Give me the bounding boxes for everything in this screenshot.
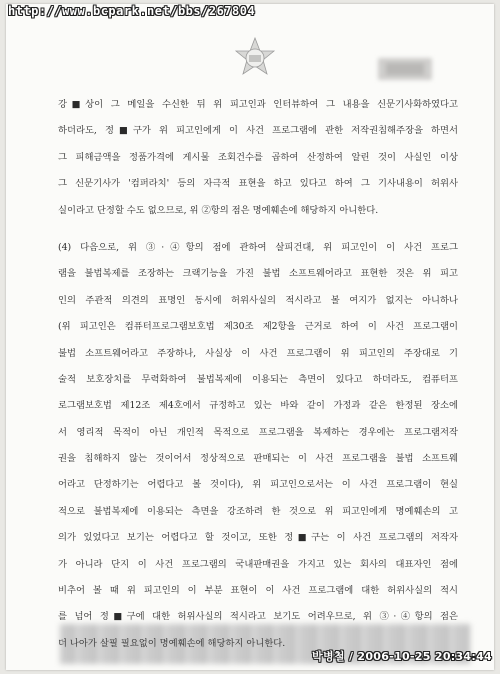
paragraph-2 bbox=[58, 235, 458, 657]
text-line: 그 피해금액을 정품가격에 게시물 조회건수를 곱하여 산정하여 알린 것이 사실인 이상 bbox=[58, 151, 458, 163]
text-line: 의가 있었다고 보기는 어렵다고 할 것이고, 또한 정■구는 이 사건 프로그램의 저작자 bbox=[58, 532, 458, 544]
text-line: 서 영리적 목적이 아닌 개인적 목적으로 프로그램을 복제하는 경우에는 프로그램저작 bbox=[58, 426, 458, 438]
poster-timestamp-watermark: 박병철 / 2006-10-25 20:34:44 bbox=[312, 650, 492, 663]
text-line: (4) 다음으로, 위 ③·④항의 점에 관하여 살피건대, 위 피고인이 이 사건 프로그 bbox=[58, 241, 458, 253]
text-line: 램을 불법복제를 조장하는 크랙기능을 가진 불법 소프트웨어라고 표현한 것은 위 피고 bbox=[58, 268, 458, 280]
text-line: 그 신문기사가 '컴퍼라치' 등의 자극적 표현을 하고 있다고 하여 그 기사내용이 허위사 bbox=[58, 178, 458, 190]
document-body bbox=[58, 92, 458, 657]
text-line: 술적 보호장치를 무력화하여 불법복제에 이용되는 측면이 있다고 하더라도, 컴퓨터프 bbox=[58, 373, 458, 385]
text-line: 불법 소프트웨어라고 주장하나, 사실상 이 사건 프로그램이 위 피고인의 주장대로 기 bbox=[58, 347, 458, 359]
text-line: 더 나아가 살필 필요없이 명예훼손에 해당하지 아니한다. bbox=[58, 637, 286, 649]
paragraph-1 bbox=[58, 92, 458, 224]
text-line: 를 넘어 정■구에 대한 허위사실의 적시라고 보기도 어려우므로, 위 ③·④항의 점은 bbox=[58, 611, 458, 623]
url-watermark: http://www.bcpark.net/bbs/267804 bbox=[8, 4, 256, 18]
court-seal-icon bbox=[232, 36, 278, 80]
text-line: 실이라고 단정할 수도 없으므로, 위 ②항의 점은 명예훼손에 해당하지 아니한다. bbox=[58, 204, 379, 216]
text-line: 권을 침해하지 않는 것이어서 정상적으로 판매되는 이 사건 프로그램을 불법 소프트웨 bbox=[58, 453, 458, 465]
redacted-block bbox=[378, 58, 432, 80]
text-line: 비추어 볼 때 위 피고인의 이 부분 표현이 이 사건 프로그램에 대한 허위사실의 적시 bbox=[58, 585, 458, 597]
text-line: 로그램보호법 제12조 제4호에서 규정하고 있는 바와 같이 가정과 같은 한정된 장소에 bbox=[58, 400, 458, 412]
text-line: 강■상이 그 메일을 수신한 뒤 위 피고인과 인터뷰하여 그 내용을 신문기사화하였다고 bbox=[58, 99, 458, 110]
text-line: (위 피고인은 컴퓨터프로그램보호법 제30조 제2항을 근거로 하여 이 사건 프로그램이 bbox=[58, 321, 458, 333]
text-line: 어라고 단정하기는 어렵다고 볼 것이다), 위 피고인으로서는 이 사건 프로그램이 현실 bbox=[58, 479, 458, 491]
text-line: 인의 주관적 의견의 표명인 동시에 허위사실의 적시라고 볼 여지가 없지는 아니하나 bbox=[58, 294, 458, 306]
text-line: 적으로 불법복제에 이용되는 측면을 강조하려 한 것으로 위 피고인에게 명예훼손의 고 bbox=[58, 505, 458, 517]
text-line: 하더라도, 정■구가 위 피고인에게 이 사건 프로그램에 관한 저작권침해주장을 하면서 bbox=[58, 125, 458, 137]
text-line: 가 아니라 단지 이 사건 프로그램의 국내판매권을 가지고 있는 회사의 대표자인 점에 bbox=[58, 558, 458, 570]
